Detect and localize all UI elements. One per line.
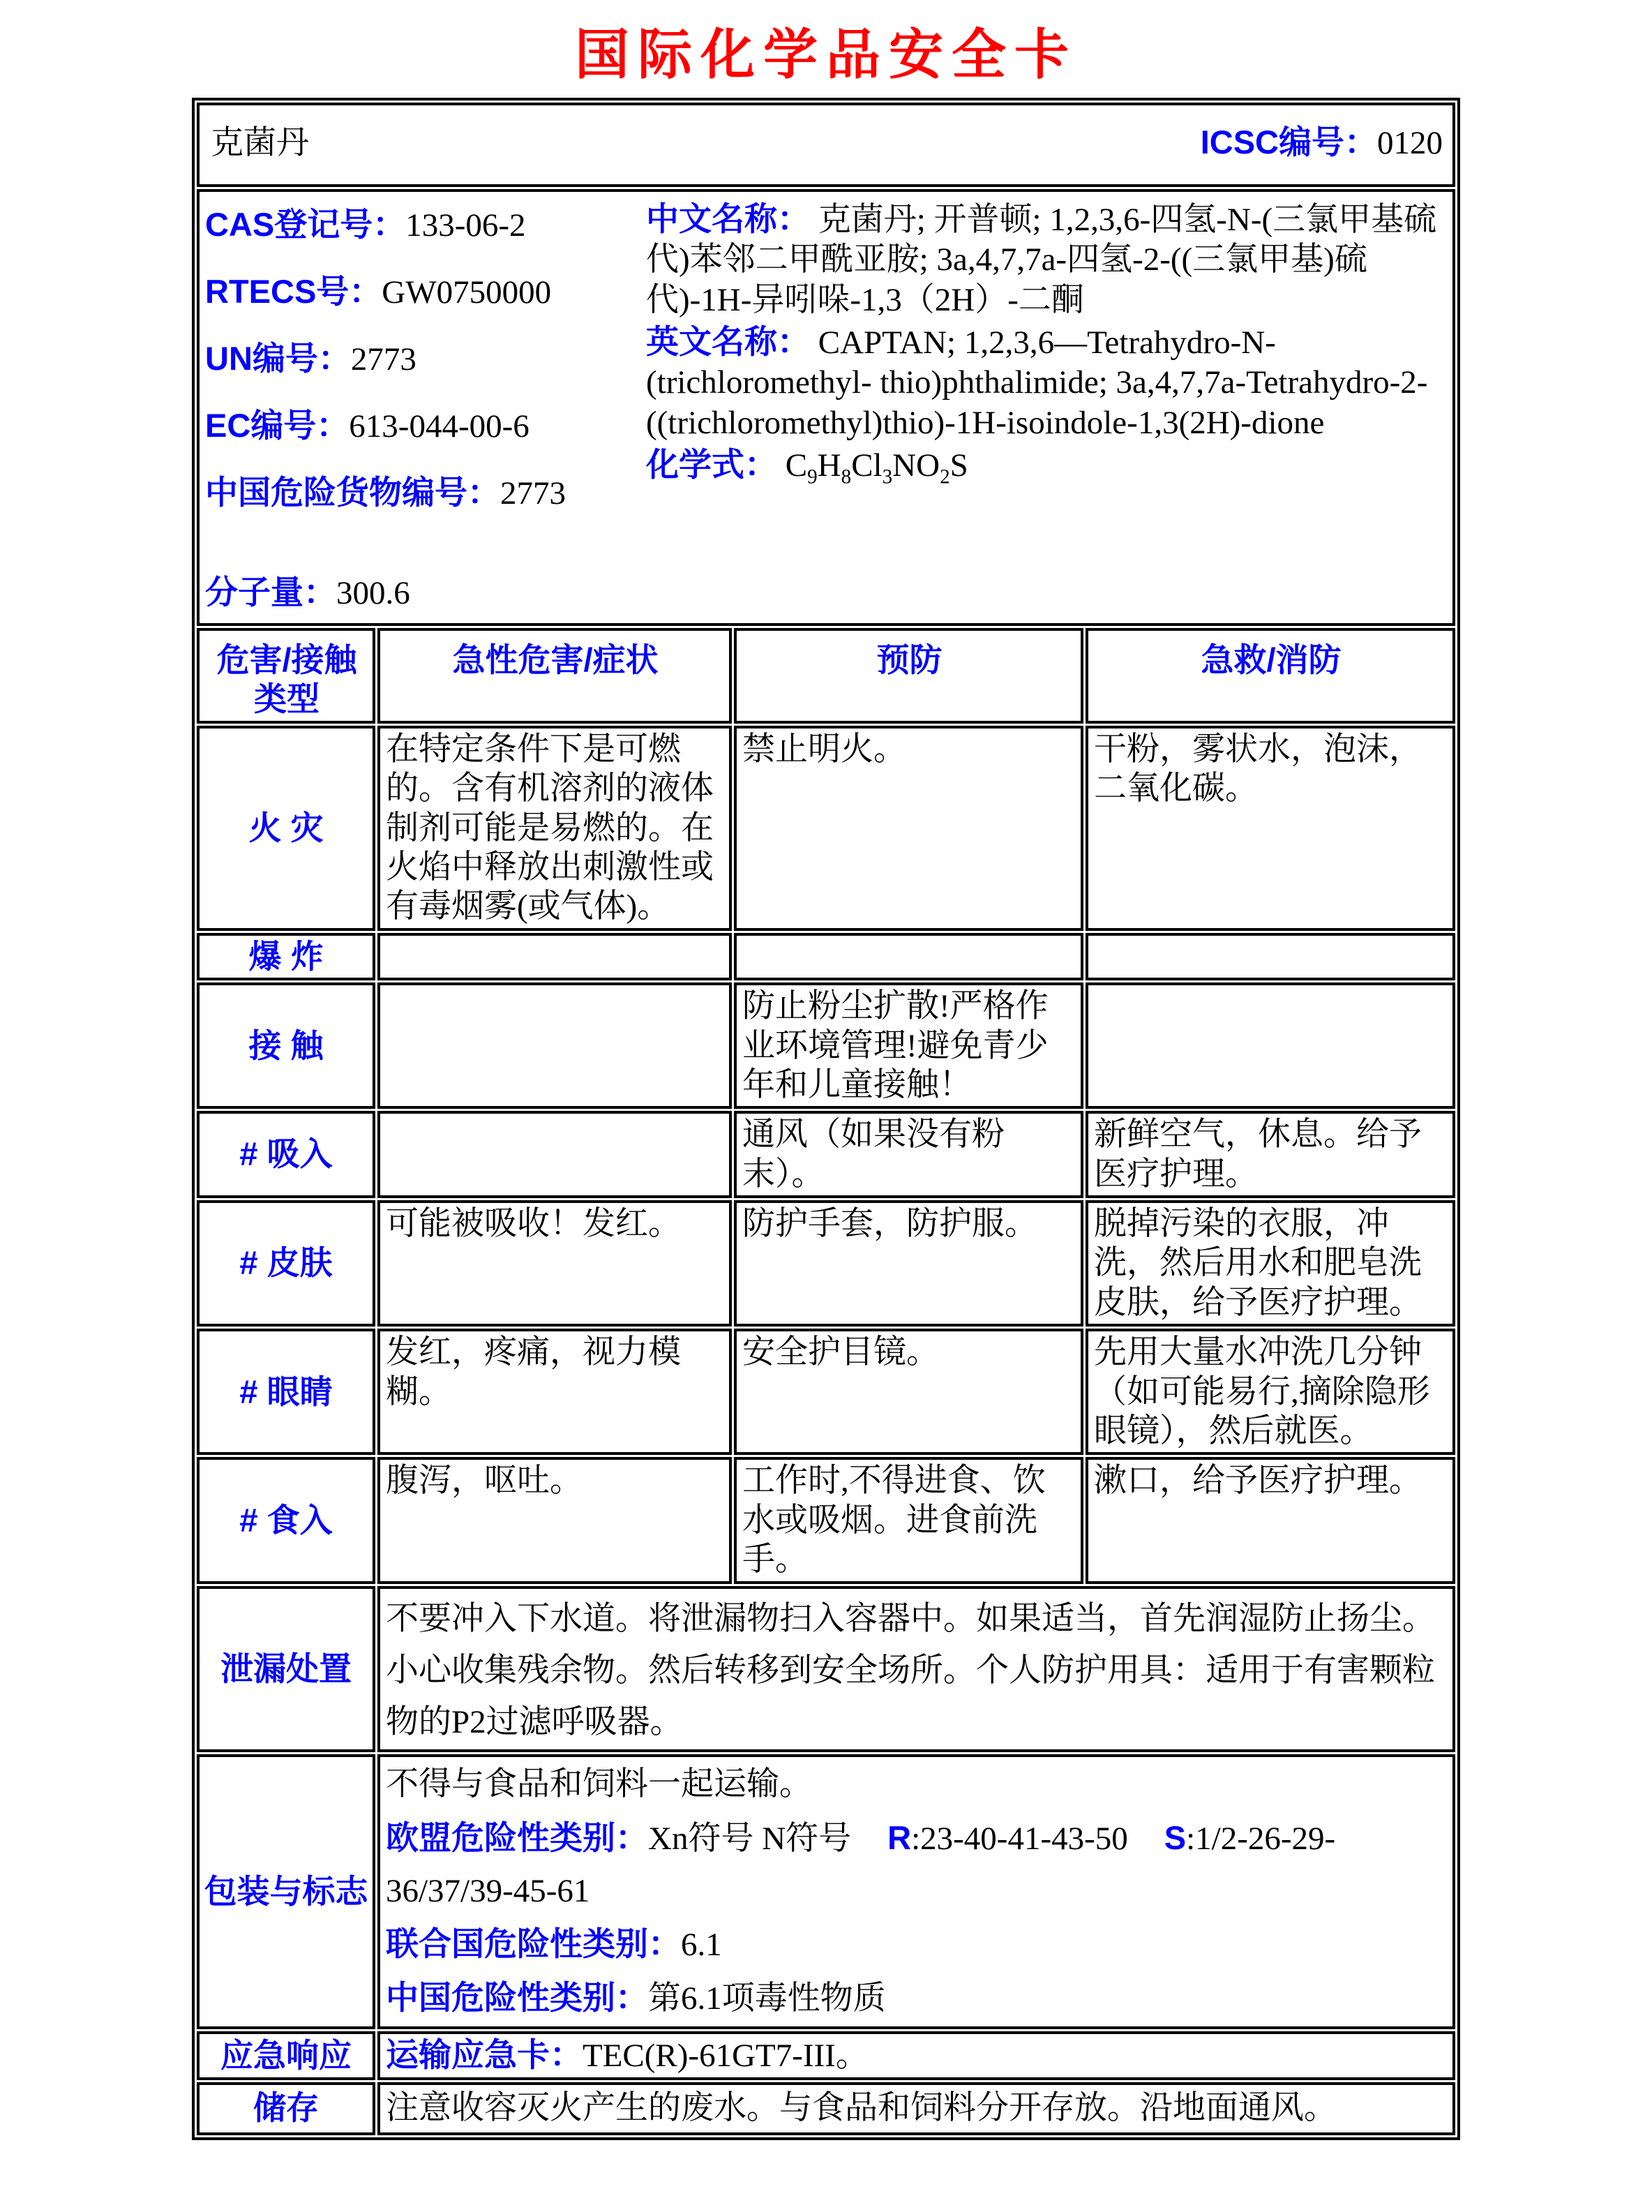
molecular-weight-row — [205, 567, 646, 613]
storage-label: 储存 — [197, 2082, 375, 2135]
row-label-inhalation: # 吸入 — [197, 1111, 375, 1198]
packaging-labelling-section — [197, 1754, 1455, 2029]
un-hazard-class-line — [386, 1918, 1448, 1971]
rtecs-number-value: GW0750000 — [382, 274, 552, 311]
fire-response: 干粉，雾状水，泡沫，二氧化碳。 — [1086, 726, 1455, 931]
ingestion-response: 漱口，给予医疗护理。 — [1086, 1457, 1455, 1583]
chinese-name-label: 中文名称： — [646, 200, 810, 237]
explosion-prevention — [734, 933, 1083, 980]
un-hazard-class-value: 6.1 — [681, 1926, 722, 1963]
chinese-name-row — [646, 199, 1447, 320]
row-label-exposure: 接 触 — [197, 982, 375, 1109]
packaging-labelling-content — [377, 1754, 1455, 2029]
un-hazard-class-label: 联合国危险性类别： — [386, 1925, 681, 1962]
ec-number-label: EC编号： — [205, 407, 350, 444]
storage-text: 注意收容灭火产生的废水。与食品和饲料分开存放。沿地面通风。 — [377, 2082, 1455, 2135]
eu-hazard-symbols: Xn符号 N符号 — [648, 1820, 852, 1857]
ec-number-value: 613-044-00-6 — [349, 408, 530, 444]
eu-hazard-class-label: 欧盟危险性类别： — [386, 1818, 648, 1856]
identity-left-column — [205, 199, 646, 613]
inhalation-response: 新鲜空气，休息。给予医疗护理。 — [1086, 1111, 1455, 1198]
column-header-firstaid-firefighting: 急救/消防 — [1086, 628, 1455, 724]
spill-disposal-label: 泄漏处置 — [197, 1586, 375, 1753]
column-header-acute-symptoms: 急性危害/症状 — [377, 628, 732, 724]
eu-hazard-class-line — [386, 1811, 1448, 1918]
row-label-skin: # 皮肤 — [197, 1200, 375, 1327]
icsc-number-label: ICSC编号： — [1200, 124, 1377, 160]
transport-emergency-card-value: TEC(R)-61GT7-III。 — [583, 2038, 869, 2075]
china-dangerous-goods-number-label: 中国危险货物编号： — [205, 474, 500, 511]
skin-prevention: 防护手套，防护服。 — [734, 1200, 1083, 1327]
fire-prevention: 禁止明火。 — [734, 726, 1083, 931]
substance-name: 克菌丹 — [211, 125, 309, 161]
china-dangerous-goods-number-value: 2773 — [500, 475, 566, 511]
row-label-explosion: 爆 炸 — [197, 933, 375, 980]
chinese-name-value: 克菌丹; 开普顿; 1,2,3,6-四氢-N-(三氯甲基硫代)苯邻二甲酰亚胺; 3a,4,7,7a-四氢-2-((三氯甲基)硫代)-1H-异吲哚-1,3（2H）-二酮 — [646, 202, 1437, 318]
emergency-response-content — [377, 2031, 1455, 2079]
inhalation-prevention: 通风（如果没有粉末）。 — [734, 1111, 1083, 1198]
r-phrases-value: :23-40-41-43-50 — [911, 1820, 1128, 1857]
english-name-value: CAPTAN; 1,2,3,6—Tetrahydro-N-(trichloromethyl- thio)phthalimide; 3a,4,7,7a-Tetrahydro-2-((trichloromethyl)thio)-1H-isoindole-1,3(2H)-dione — [646, 324, 1428, 441]
card-header-row — [197, 103, 1455, 187]
emergency-response-section — [197, 2031, 1455, 2079]
hazard-table — [197, 628, 1455, 1584]
fire-symptoms: 在特定条件下是可燃的。含有机溶剂的液体制剂可能是易燃的。在火焰中释放出刺激性或有毒烟雾(或气体)。 — [377, 726, 732, 931]
explosion-response — [1086, 933, 1455, 980]
identity-right-column — [646, 199, 1447, 613]
eyes-prevention: 安全护目镜。 — [734, 1329, 1083, 1455]
icsc-number — [1201, 117, 1443, 163]
s-phrases-value: :1/2-26-29-36/37/39-45-61 — [386, 1820, 1336, 1909]
exposure-response — [1086, 982, 1455, 1109]
emergency-response-label: 应急响应 — [197, 2031, 375, 2079]
spill-disposal-text: 不要冲入下水道。将泄漏物扫入容器中。如果适当，首先润湿防止扬尘。小心收集残余物。然后转移到安全场所。个人防护用具：适用于有害颗粒物的P2过滤呼吸器。 — [377, 1586, 1455, 1753]
china-hazard-class-value: 第6.1项毒性物质 — [648, 1980, 886, 2017]
english-name-label: 英文名称： — [646, 322, 810, 360]
transport-emergency-card-label: 运输应急卡： — [386, 2036, 583, 2074]
skin-response: 脱掉污染的衣服，冲洗，然后用水和肥皂洗皮肤，给予医疗护理。 — [1086, 1200, 1455, 1327]
packaging-transport-note: 不得与食品和饲料一起运输。 — [386, 1766, 812, 1803]
cas-number-value: 133-06-2 — [405, 207, 526, 244]
spill-disposal-section — [197, 1586, 1455, 1753]
s-phrases-label: S — [1164, 1818, 1187, 1856]
identity-section — [197, 189, 1455, 626]
molecular-weight-value: 300.6 — [336, 575, 410, 611]
ingestion-symptoms: 腹泻，呕吐。 — [377, 1457, 732, 1583]
chemical-formula: $C_9H_8Cl_3NO_2S$ — [785, 447, 968, 488]
ec-number-row — [205, 400, 646, 447]
eyes-symptoms: 发红，疼痛，视力模糊。 — [377, 1329, 732, 1455]
ingestion-prevention: 工作时,不得进食、饮水或吸烟。进食前洗手。 — [734, 1457, 1083, 1583]
row-label-eyes: # 眼睛 — [197, 1329, 375, 1455]
english-name-row — [646, 322, 1447, 443]
chemical-formula-label: 化学式： — [646, 445, 777, 483]
chemical-formula-row — [646, 444, 1447, 490]
exposure-symptoms — [377, 982, 732, 1109]
molecular-weight-label: 分子量： — [205, 574, 336, 611]
cas-number-row — [205, 199, 646, 246]
inhalation-symptoms — [377, 1111, 732, 1198]
rtecs-number-label: RTECS号： — [205, 273, 382, 310]
skin-symptoms: 可能被吸收！发红。 — [377, 1200, 732, 1327]
china-hazard-class-line — [386, 1971, 1448, 2025]
rtecs-number-row — [205, 266, 646, 313]
column-header-prevention: 预防 — [734, 628, 1083, 724]
storage-section — [197, 2082, 1455, 2135]
explosion-symptoms — [377, 933, 732, 980]
china-dangerous-goods-number-row — [205, 467, 646, 514]
row-label-ingestion: # 食入 — [197, 1457, 375, 1583]
eyes-response: 先用大量水冲洗几分钟（如可能易行,摘除隐形眼镜），然后就医。 — [1086, 1329, 1455, 1455]
exposure-prevention: 防止粉尘扩散!严格作业环境管理!避免青少年和儿童接触！ — [734, 982, 1083, 1109]
packaging-labelling-label: 包装与标志 — [197, 1754, 375, 2029]
cas-number-label: CAS登记号： — [205, 206, 406, 243]
page-title: 国际化学品安全卡 — [574, 24, 1077, 87]
safety-card — [192, 98, 1460, 2140]
un-number-label: UN编号： — [205, 340, 351, 377]
r-phrases-label: R — [887, 1818, 912, 1856]
icsc-number-value: 0120 — [1377, 125, 1443, 161]
un-number-row — [205, 333, 646, 380]
un-number-value: 2773 — [350, 341, 416, 378]
column-header-hazard-type: 危害/接触类型 — [197, 628, 375, 724]
row-label-fire: 火 灾 — [197, 726, 375, 931]
china-hazard-class-label: 中国危险性类别： — [386, 1979, 648, 2017]
